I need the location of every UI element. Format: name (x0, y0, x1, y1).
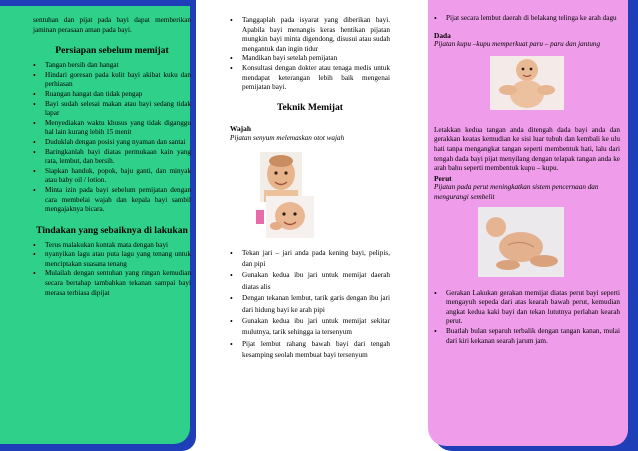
recommended-actions-heading: Tindakan yang sebaiknya di lakukan (36, 224, 188, 236)
list-item: • Tekan jari – jari anda pada kening bayi, pelipis, dan pipi (230, 248, 390, 271)
list-item: • Gunakan kedua ibu jari untuk memijat sekitar mulutnya, tarik sehingga ia tersenyum (230, 316, 390, 339)
stomach-subtitle: Pijatan pada perut meningkatkan sistem pencernaan dan mengurangi sembelit (434, 183, 599, 201)
list-item: • Mulailah dengan sentuhan yang ringan kemudian secara bertahap tambahkan tekanan sampai bayi merasa terbiasa dipijat (33, 269, 191, 298)
middle-panel (222, 0, 394, 451)
list-item: • Tangan bersih dan hangat (33, 61, 191, 71)
list-item: • Tanggaplah pada isyarat yang diberikan bayi. Apabila bayi menangis keras hentikan pijatan mungkin bayi minta digendong, disusui atau sudah mengantuk dan ingin tidur (230, 16, 390, 54)
list-item: • Gerakan Lakukan gerakan memijat diatas perut bayi seperti mengayuh sepeda dari atas kearah bawah perut, kemudian angkat kedua kaki bayi dan tekan lututnya perlahan kearah perut. (434, 289, 620, 327)
list-item: • Bayi sudah selesai makan atau bayi sedang tidak lapar (33, 100, 191, 119)
list-item: • Siapkan handuk, popok, baju ganti, dan minyak atau baby oil / lotion. (33, 167, 191, 186)
right-panel-content (434, 14, 620, 346)
left-panel-content (33, 16, 191, 298)
face-heading: Wajah (230, 124, 251, 134)
recommended-actions-list (33, 241, 191, 299)
chest-instructions: Letakkan kedua tangan anda ditengah dada bayi anda dan gerakkan keatas kemudian ke sisi luar tubuh dan kembali ke ulu hati tanpa mengangkat tangan seperti membentuk hati, lalu dari tengah dada bayi pijat menyilang dengan telapak tangan anda ke arah bahu seperti membentuk kupu – kupu. (434, 125, 620, 173)
list-item: • Pijat lembut rahang bawah bayi dari tengah kesamping seolah membuat bayi tersenyum (230, 339, 390, 362)
stomach-heading: Perut (434, 173, 452, 183)
list-item: • Terus malakukan kontak mata dengan bayi (33, 241, 191, 251)
intro-paragraph: sentuhan dan pijat pada bayi dapat memberikan jaminan perasaan aman pada bayi. (33, 16, 191, 34)
list-item: • Pijat secara lembut daerah di belakang telinga ke arah dagu (434, 14, 620, 24)
list-item: • Mandikan bayi setelah pemijatan (230, 54, 390, 64)
technique-heading: Teknik Memijat (276, 101, 343, 113)
before-massage-heading: Persiapan sebelum memijat (55, 45, 169, 57)
baby-face-photo-bottom (266, 196, 314, 238)
chest-massage-photo (490, 56, 564, 110)
list-item: • Konsultasi dengan dokter atau tenaga medis untuk mendapat keterangan lebih baik mengenai pemijatan bayi. (230, 64, 390, 93)
face-technique-list (230, 248, 390, 362)
list-item: • Dengan tekanan lembut, tarik garis dengan ibu jari dari hidung bayi ke arah pipi (230, 293, 390, 316)
list-item: • Gunakan kedua ibu jari untuk memijat daerah diatas alis (230, 270, 390, 293)
list-item: • Buatlah bulan separuh terbalik dengan tangan kanan, mulai dari kiri kekanan searah jarum jam. (434, 327, 620, 346)
list-item: • nyanyikan lagu atau puta lagu yang tenang untuk menciptakan suasana tenang (33, 250, 191, 269)
list-item: • Menyediakan waktu khusus yang tidak diganggu hal lain kurang lebih 15 menit (33, 119, 191, 138)
chest-heading: Dada (434, 30, 451, 40)
left-panel (0, 0, 196, 451)
face-subtitle: Pijatan senyum melemaskan otot wajah (230, 133, 345, 142)
list-item: • Baringkanlah bayi diatas permukaan kain yang rata, lembut, dan bersih. (33, 148, 191, 167)
pink-accent-block (256, 210, 264, 224)
chest-subtitle: Pijatan kupu –kupu memperkuat paru – paru dan jantung (434, 40, 601, 49)
stomach-massage-photo (478, 207, 564, 277)
right-panel (428, 0, 638, 451)
before-massage-list (33, 61, 191, 215)
middle-panel-content (230, 16, 390, 362)
list-item: • Ruangan hangat dan tidak pengap (33, 90, 191, 100)
list-item: • Minta izin pada bayi sebelum pemijatan dengan cara membelai wajah dan kepala bayi sambil mengajaknya bicara. (33, 186, 191, 215)
face-massage-photos (260, 152, 348, 238)
baby-face-photo-top (260, 152, 302, 202)
ear-technique-list (434, 14, 620, 24)
stomach-technique-list (434, 289, 620, 347)
list-item: • Hindari goresan pada kulit bayi akibat kuku dan perhiasan (33, 71, 191, 90)
tips-list (230, 16, 390, 93)
list-item: • Duduklah dengan posisi yang nyaman dan santai (33, 138, 191, 148)
